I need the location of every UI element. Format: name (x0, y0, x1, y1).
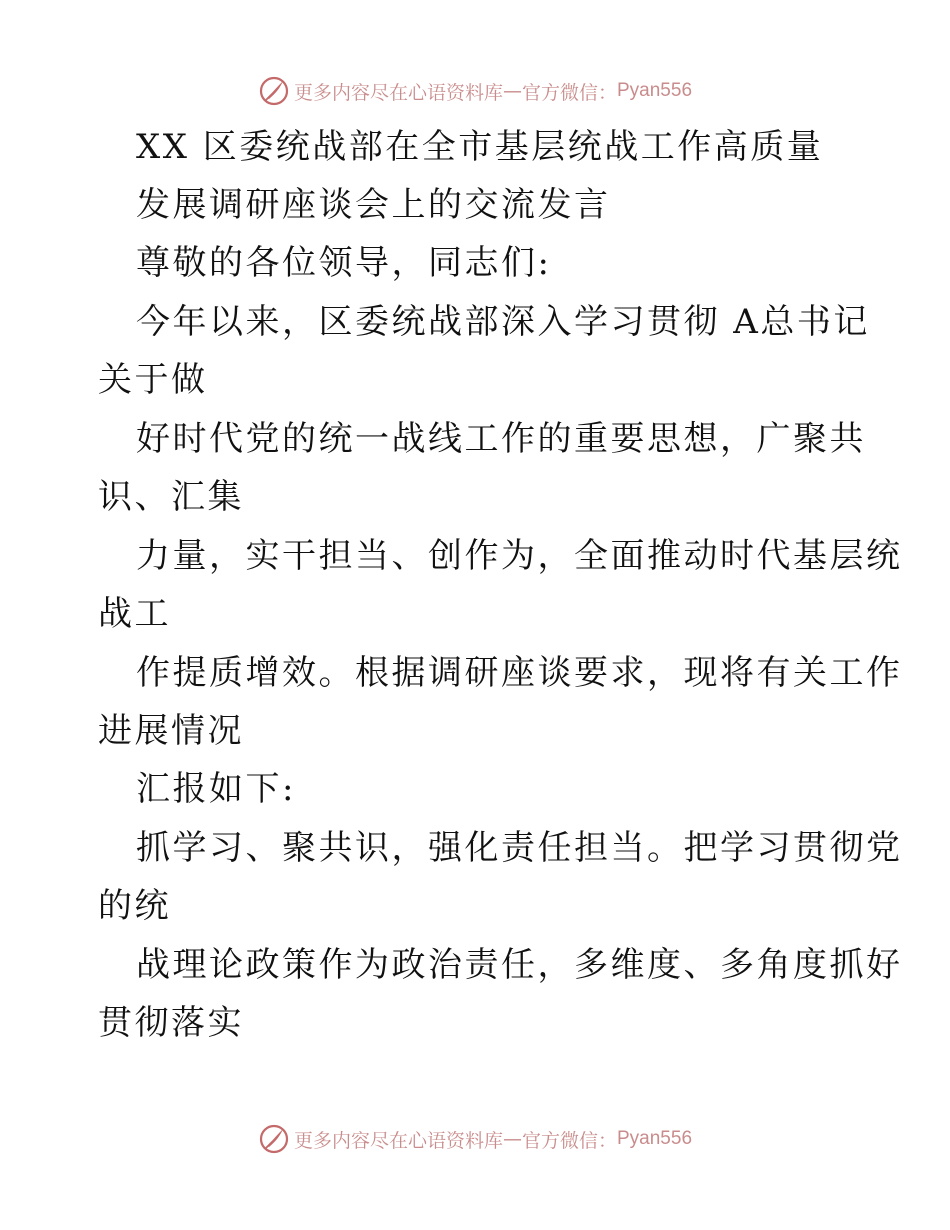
watermark-brand-text: 更多内容尽在心语资料库 (293, 1129, 503, 1152)
document-title-line-1: XX 区委统战部在全市基层统战工作高质量 (136, 127, 824, 167)
watermark-separator: — (502, 80, 522, 102)
header-watermark (0, 74, 950, 108)
watermark-wechat-id: Pyan556 (617, 80, 693, 101)
paragraph-line: 关于做 (98, 360, 208, 400)
paragraph-line: 战理论政策作为政治责任，多维度、多角度抓好 (136, 945, 903, 985)
paragraph-line: 战工 (98, 594, 171, 634)
paragraph-line: 作提质增效。根据调研座谈要求，现将有关工作 (136, 653, 903, 693)
paragraph-line: 进展情况 (98, 711, 244, 751)
paragraph-line: 的统 (98, 886, 171, 926)
paragraph-line: 汇报如下: (136, 769, 296, 809)
feather-seal-icon (258, 1123, 290, 1155)
paragraph-line: 识、汇集 (98, 477, 244, 517)
paragraph-line: 力量，实干担当、创作为，全面推动时代基层统 (136, 536, 903, 576)
paragraph-line: 好时代党的统一战线工作的重要思想，广聚共 (136, 419, 866, 459)
paragraph-line: 贯彻落实 (98, 1003, 244, 1043)
paragraph-line: 今年以来，区委统战部深入学习贯彻 A总书记 (136, 302, 870, 342)
watermark-wechat-id: Pyan556 (617, 1128, 693, 1149)
feather-seal-icon (258, 75, 290, 107)
salutation-line: 尊敬的各位领导，同志们: (136, 243, 552, 283)
watermark-wechat-label: 官方微信： (521, 81, 617, 104)
paragraph-line: 抓学习、聚共识，强化责任担当。把学习贯彻党 (136, 828, 903, 868)
watermark-brand-text: 更多内容尽在心语资料库 (293, 81, 503, 104)
footer-watermark (0, 1122, 950, 1156)
document-title-line-2: 发展调研座谈会上的交流发言 (136, 185, 611, 225)
watermark-separator: — (502, 1128, 522, 1150)
watermark-wechat-label: 官方微信： (521, 1129, 617, 1152)
